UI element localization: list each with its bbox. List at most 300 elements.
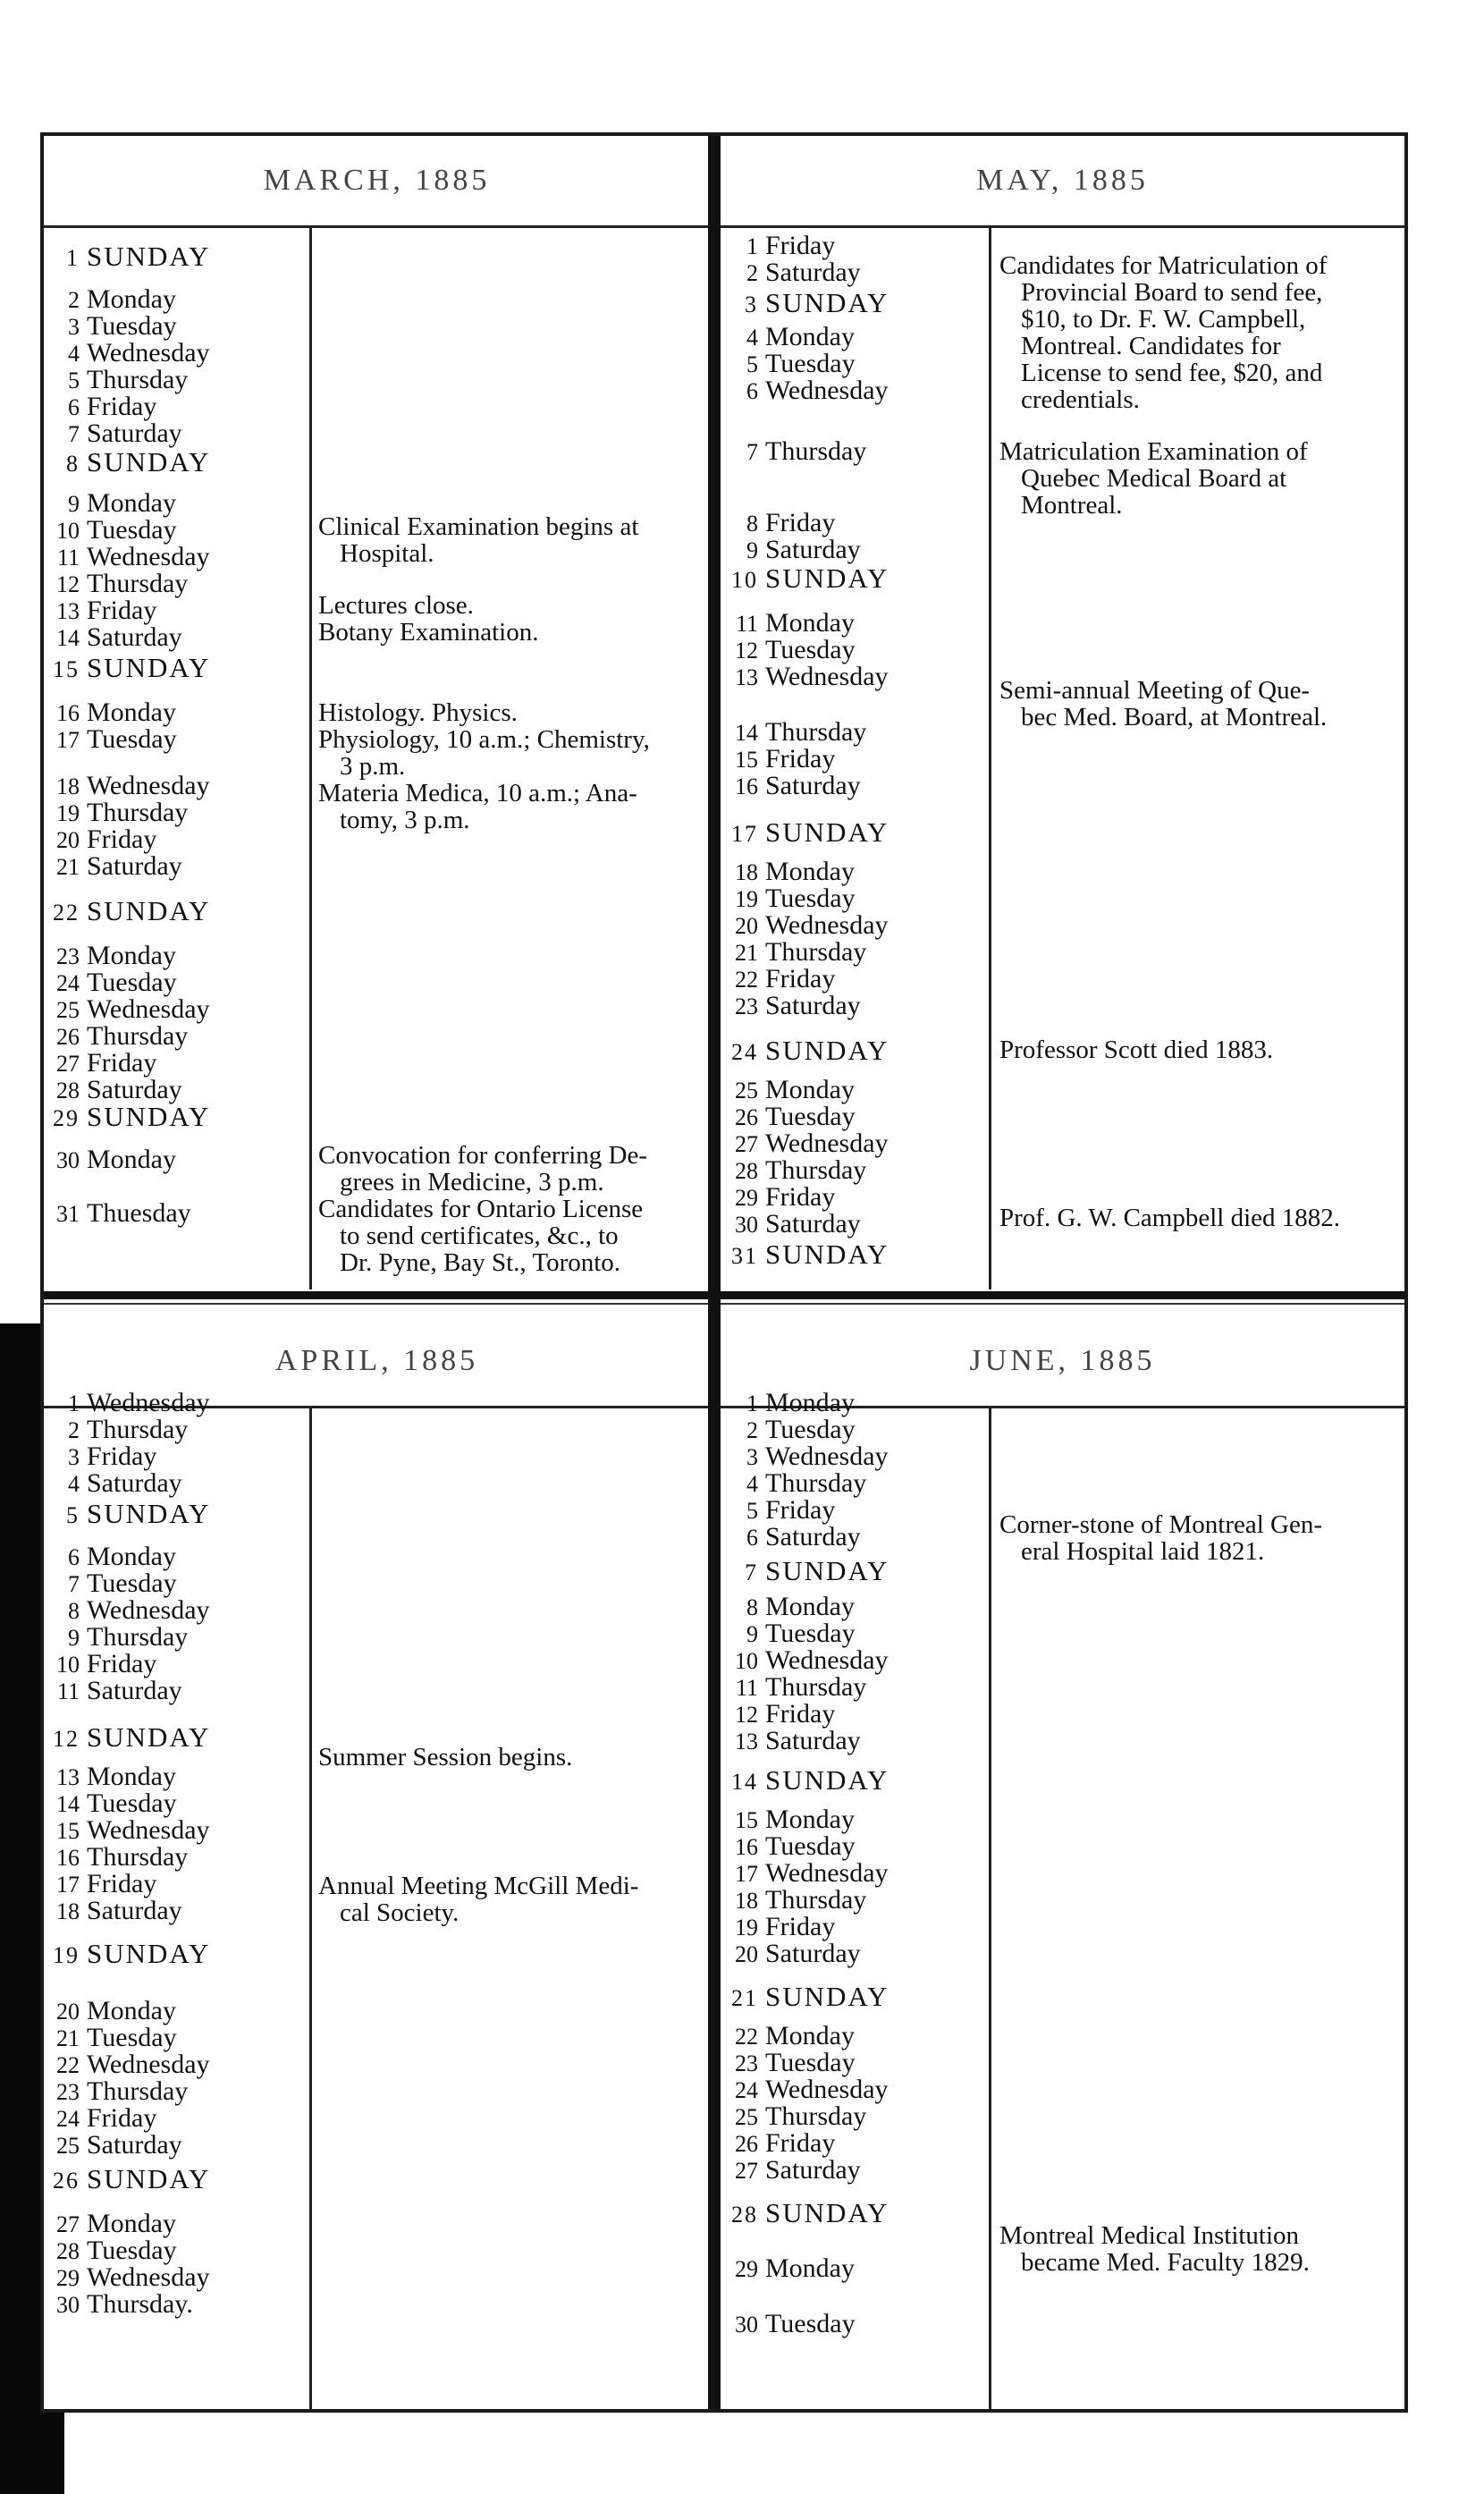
weekday-name: Tuesday <box>87 968 177 997</box>
sunday-row <box>53 652 211 683</box>
weekday-name: Saturday <box>765 771 861 800</box>
weekday-name: SUNDAY <box>765 1555 890 1586</box>
weekday-name: SUNDAY <box>765 562 890 594</box>
day-row <box>53 853 182 881</box>
weekday-name: Monday <box>765 857 855 886</box>
day-row <box>53 1416 188 1444</box>
day-row <box>731 2130 835 2158</box>
day-row <box>53 490 176 518</box>
day-number: 23 <box>735 2050 758 2076</box>
day-number: 29 <box>56 2265 80 2291</box>
day-number: 23 <box>56 2079 80 2105</box>
day-number: 21 <box>735 940 758 966</box>
day-number: 10 <box>731 567 758 593</box>
weekday-name: SUNDAY <box>765 1239 890 1270</box>
weekday-name: Monday <box>765 2253 855 2283</box>
weekday-name: Tuesday <box>87 2023 177 2052</box>
sunday-row <box>53 1940 210 1969</box>
day-number: 7 <box>746 439 758 465</box>
day-row <box>53 826 156 854</box>
weekday-name: Monday <box>765 1805 855 1834</box>
day-number: 10 <box>56 518 80 544</box>
day-number: 2 <box>746 260 758 286</box>
day-row <box>731 259 861 287</box>
day-row <box>731 2157 861 2185</box>
day-number: 30 <box>735 1212 758 1238</box>
day-row <box>731 232 835 260</box>
day-number: 17 <box>735 1861 758 1887</box>
weekday-name: Wednesday <box>765 910 889 940</box>
day-number: 21 <box>56 2025 80 2051</box>
weekday-name: Wednesday <box>765 376 889 405</box>
event-entry: Prof. G. W. Campbell died 1882. <box>999 1204 1341 1232</box>
weekday-name: SUNDAY <box>765 816 890 848</box>
column-rule <box>989 225 991 1289</box>
day-row <box>731 1860 889 1888</box>
day-row <box>53 544 210 571</box>
day-row <box>53 2211 176 2238</box>
weekday-name: SUNDAY <box>87 1938 211 1969</box>
day-number: 24 <box>56 2106 80 2132</box>
day-number: 18 <box>735 1888 758 1914</box>
column-rule <box>989 1406 991 2409</box>
day-row <box>731 1443 889 1471</box>
day-row <box>731 377 889 405</box>
day-row <box>731 2076 889 2104</box>
sunday-row <box>53 446 211 478</box>
day-number: 3 <box>68 314 80 340</box>
weekday-name: Thursday <box>87 1622 189 1652</box>
day-number: 25 <box>735 2104 758 2130</box>
day-number: 4 <box>746 325 758 351</box>
day-number: 26 <box>735 1104 758 1130</box>
day-number: 3 <box>68 1444 80 1470</box>
day-row <box>53 1871 156 1898</box>
day-number: 16 <box>56 1845 80 1871</box>
day-row <box>731 912 889 940</box>
weekday-name: Monday <box>765 1592 855 1621</box>
weekday-name: Tuesday <box>765 1831 856 1861</box>
day-row <box>53 2051 210 2079</box>
weekday-name: Saturday <box>765 535 861 564</box>
day-row <box>53 2132 182 2160</box>
day-row <box>731 1184 835 1212</box>
day-row <box>53 1790 177 1818</box>
event-entry: Montreal Medical Institution became Med. Faculty 1829. <box>999 2221 1310 2277</box>
day-row <box>53 943 176 970</box>
sunday-row <box>53 2163 211 2194</box>
day-row <box>731 1157 866 1185</box>
horizontal-rule-thin <box>44 1303 1404 1305</box>
sunday-row <box>731 287 890 318</box>
day-number: 13 <box>735 664 758 690</box>
weekday-name: Friday <box>87 596 157 625</box>
weekday-name: Tuesday <box>87 311 177 341</box>
day-row <box>53 1050 156 1078</box>
weekday-name: Wednesday <box>87 1595 210 1625</box>
day-number: 2 <box>68 1417 80 1443</box>
weekday-name: Saturday <box>765 991 861 1020</box>
day-number: 17 <box>731 821 758 847</box>
weekday-name: Friday <box>765 1912 836 1941</box>
day-number: 15 <box>56 1818 80 1844</box>
day-number: 4 <box>68 341 80 367</box>
day-row <box>731 1524 861 1551</box>
weekday-name: Monday <box>765 1075 855 1104</box>
sunday-row <box>53 1721 211 1753</box>
day-row <box>53 1023 188 1051</box>
day-row <box>53 1597 210 1625</box>
weekday-name: Friday <box>87 1649 157 1678</box>
event-entry: Corner-stone of Montreal Gen- eral Hospital laid 1821. <box>999 1510 1322 1566</box>
day-number: 6 <box>68 394 80 420</box>
day-number: 26 <box>735 2131 758 2157</box>
day-number: 5 <box>746 351 758 377</box>
day-number: 27 <box>56 1051 80 1077</box>
day-number: 8 <box>66 451 80 477</box>
weekday-name: Saturday <box>765 1522 861 1551</box>
weekday-name: Tuesday <box>87 1788 177 1818</box>
day-row <box>731 993 861 1020</box>
day-number: 2 <box>746 1417 758 1443</box>
weekday-name: Wednesday <box>765 2075 889 2104</box>
day-row <box>53 1678 182 1705</box>
weekday-name: Monday <box>87 941 176 970</box>
day-row <box>731 438 866 466</box>
day-number: 12 <box>56 571 80 597</box>
sunday-row <box>731 1983 889 2012</box>
day-number: 19 <box>735 886 758 912</box>
day-number: 22 <box>735 2024 758 2050</box>
day-row <box>731 1620 856 1648</box>
day-number: 28 <box>56 1078 80 1103</box>
weekday-name: SUNDAY <box>765 1035 890 1066</box>
day-number: 8 <box>68 1598 80 1624</box>
weekday-name: Monday <box>87 1996 176 2025</box>
weekday-name: Saturday <box>87 1676 182 1705</box>
day-row <box>731 885 856 913</box>
day-number: 1 <box>746 233 758 259</box>
weekday-name: Wednesday <box>765 1129 889 1158</box>
weekday-name: Thursday <box>765 1885 867 1915</box>
day-row <box>53 2291 193 2319</box>
weekday-name: Monday <box>87 1542 176 1571</box>
day-number: 19 <box>56 800 80 826</box>
day-row <box>731 1497 835 1525</box>
day-row <box>731 510 835 537</box>
day-row <box>731 939 866 967</box>
day-number: 11 <box>56 545 80 571</box>
day-row <box>731 1077 855 1104</box>
day-number: 8 <box>746 1594 758 1620</box>
weekday-name: Monday <box>765 2021 855 2050</box>
sunday-row <box>731 816 890 848</box>
day-row <box>731 1940 861 1968</box>
weekday-name: SUNDAY <box>765 1764 890 1796</box>
day-number: 25 <box>56 997 80 1023</box>
day-row <box>731 2311 856 2338</box>
sunday-row <box>53 895 211 926</box>
event-entry: Annual Meeting McGill Medi- cal Society. <box>318 1872 639 1927</box>
weekday-name: Monday <box>765 322 855 351</box>
weekday-name: Thursday <box>765 1672 867 1702</box>
day-number: 15 <box>53 656 80 682</box>
day-number: 15 <box>735 1807 758 1833</box>
weekday-name: Friday <box>765 744 836 774</box>
day-number: 5 <box>68 368 80 393</box>
march-title: MARCH, 1885 <box>44 136 710 228</box>
weekday-name: Thursday <box>87 365 189 394</box>
weekday-name: Thursday <box>87 2076 189 2106</box>
weekday-name: Saturday <box>87 418 182 448</box>
weekday-name: SUNDAY <box>87 446 211 478</box>
day-row <box>53 2078 188 2106</box>
weekday-name: SUNDAY <box>87 652 211 683</box>
day-number: 30 <box>56 1147 80 1173</box>
weekday-name: Wednesday <box>87 338 210 368</box>
day-row <box>53 1817 210 1845</box>
day-row <box>53 340 210 368</box>
weekday-name: Tuesday <box>765 1102 856 1131</box>
day-number: 20 <box>56 827 80 853</box>
day-number: 31 <box>731 1243 758 1269</box>
day-number: 13 <box>56 598 80 624</box>
day-number: 29 <box>735 1185 758 1211</box>
day-number: 19 <box>735 1915 758 1940</box>
day-number: 11 <box>735 1675 758 1701</box>
day-number: 18 <box>56 774 80 799</box>
day-number: 13 <box>56 1764 80 1790</box>
vertical-rule <box>708 136 721 2409</box>
weekday-name: Thursday <box>765 436 867 466</box>
day-number: 9 <box>746 1621 758 1647</box>
day-row <box>53 1200 191 1228</box>
day-number: 9 <box>746 537 758 563</box>
sunday-row <box>731 562 890 594</box>
day-number: 17 <box>56 727 80 753</box>
weekday-name: Tuesday <box>765 2048 856 2077</box>
day-row <box>731 1211 861 1239</box>
day-row <box>53 699 176 727</box>
weekday-name: Monday <box>87 2209 176 2238</box>
weekday-name: Monday <box>765 1388 855 1417</box>
day-row <box>53 1443 156 1471</box>
day-row <box>53 420 182 448</box>
day-row <box>731 2255 855 2283</box>
day-row <box>53 2237 177 2265</box>
day-number: 23 <box>735 993 758 1019</box>
weekday-name: Monday <box>87 1145 176 1174</box>
april-panel <box>44 1316 710 2409</box>
day-row <box>53 1624 188 1652</box>
day-row <box>731 1416 856 1444</box>
day-number: 8 <box>746 511 758 537</box>
day-number: 18 <box>735 859 758 885</box>
sunday-row <box>53 243 210 272</box>
day-number: 14 <box>731 1769 758 1795</box>
day-row <box>731 664 889 691</box>
weekday-name: Thursday <box>87 1415 189 1444</box>
weekday-name: Friday <box>87 1441 157 1471</box>
event-entry: Materia Medica, 10 a.m.; Ana- tomy, 3 p.m. <box>318 779 637 834</box>
weekday-name: Wednesday <box>87 1815 210 1845</box>
day-number: 4 <box>746 1471 758 1497</box>
day-number: 23 <box>56 943 80 969</box>
day-row <box>731 351 856 378</box>
weekday-name: Friday <box>765 1182 836 1212</box>
sunday-row <box>731 2197 890 2228</box>
weekday-name: Wednesday <box>87 771 210 800</box>
day-number: 20 <box>735 1941 758 1967</box>
day-number: 1 <box>746 1391 758 1416</box>
weekday-name: Tuesday <box>87 515 177 545</box>
weekday-name: Friday <box>87 1869 157 1898</box>
event-entry: Candidates for Matriculation of Provincial Board to send fee, $10, to Dr. F. W. Campbell, Montreal. Candidates for License to send fee, $20, and credentials. <box>999 251 1328 414</box>
weekday-name: Friday <box>87 2103 157 2133</box>
day-number: 19 <box>53 1942 80 1968</box>
weekday-name: Friday <box>765 231 836 260</box>
weekday-name: Tuesday <box>87 724 177 754</box>
day-row <box>53 2264 210 2292</box>
event-entry: Professor Scott died 1883. <box>999 1036 1274 1064</box>
day-number: 29 <box>53 1105 80 1131</box>
weekday-name: Thursday <box>765 1155 867 1185</box>
weekday-name: Friday <box>765 2128 836 2158</box>
day-row <box>53 597 156 625</box>
day-number: 14 <box>56 625 80 651</box>
sunday-row <box>53 1103 210 1132</box>
day-row <box>731 1833 856 1861</box>
day-row <box>731 1647 889 1675</box>
weekday-name: Monday <box>87 697 176 727</box>
day-row <box>53 1146 176 1174</box>
weekday-name: Saturday <box>87 851 182 881</box>
weekday-name: SUNDAY <box>765 1981 890 2012</box>
day-number: 24 <box>735 2077 758 2103</box>
day-number: 18 <box>56 1898 80 1924</box>
day-number: 12 <box>735 1702 758 1728</box>
weekday-name: Tuesday <box>765 1415 856 1444</box>
weekday-name: Wednesday <box>765 1441 889 1471</box>
day-row <box>731 1806 855 1834</box>
march-panel <box>44 136 710 1289</box>
day-row <box>731 1914 835 1941</box>
day-row <box>731 966 835 993</box>
day-row <box>731 746 835 774</box>
day-row <box>53 1844 188 1872</box>
day-row <box>731 1674 866 1702</box>
day-number: 31 <box>56 1201 80 1227</box>
day-number: 4 <box>68 1471 80 1497</box>
day-number: 28 <box>731 2202 758 2228</box>
day-number: 22 <box>735 967 758 993</box>
day-row <box>731 2023 855 2050</box>
day-row <box>53 1651 156 1678</box>
event-entry: Physiology, 10 a.m.; Chemistry, 3 p.m. <box>318 725 650 781</box>
weekday-name: Thursday <box>765 1468 867 1498</box>
day-row <box>53 313 177 341</box>
weekday-name: SUNDAY <box>87 1101 211 1132</box>
day-number: 22 <box>56 2052 80 2078</box>
day-number: 20 <box>735 913 758 939</box>
may-title: MAY, 1885 <box>721 136 1404 228</box>
day-number: 28 <box>735 1158 758 1184</box>
day-row <box>53 367 188 394</box>
day-row <box>53 799 188 827</box>
day-number: 7 <box>68 1571 80 1597</box>
day-row <box>731 1103 856 1131</box>
weekday-name: Tuesday <box>765 883 856 913</box>
weekday-name: Wednesday <box>87 1388 210 1417</box>
day-row <box>53 1570 177 1598</box>
day-row <box>731 324 855 351</box>
weekday-name: Monday <box>87 488 176 518</box>
day-number: 26 <box>53 2168 80 2194</box>
day-number: 25 <box>56 2133 80 2159</box>
day-number: 11 <box>56 1678 80 1704</box>
weekday-name: Friday <box>87 1048 157 1078</box>
column-rule <box>309 225 312 1289</box>
day-row <box>53 393 156 421</box>
weekday-name: Tuesday <box>87 1568 177 1598</box>
day-row <box>53 624 182 652</box>
event-entry: Botany Examination. <box>318 618 539 647</box>
column-rule <box>309 1406 312 2409</box>
day-row <box>731 2103 866 2131</box>
day-row <box>731 1390 855 1417</box>
day-row <box>53 1543 176 1571</box>
day-row <box>53 1470 182 1498</box>
day-number: 3 <box>745 292 758 317</box>
weekday-name: Saturday <box>87 1075 182 1104</box>
weekday-name: Friday <box>765 508 836 537</box>
day-number: 7 <box>68 421 80 447</box>
weekday-name: Friday <box>765 964 836 993</box>
weekday-name: Wednesday <box>765 1645 889 1675</box>
weekday-name: Saturday <box>765 1726 861 1755</box>
day-number: 5 <box>746 1498 758 1524</box>
weekday-name: Friday <box>765 1495 836 1525</box>
event-entry: Semi-annual Meeting of Que- bec Med. Board, at Montreal. <box>999 676 1328 731</box>
day-row <box>53 286 176 314</box>
day-number: 17 <box>56 1872 80 1898</box>
weekday-name: Monday <box>87 284 176 314</box>
weekday-name: Thursday <box>87 1021 189 1051</box>
weekday-name: SUNDAY <box>87 1721 211 1753</box>
day-number: 1 <box>68 1391 80 1416</box>
weekday-name: Wednesday <box>765 1858 889 1888</box>
weekday-name: Thursday <box>765 2101 867 2131</box>
day-number: 16 <box>735 774 758 799</box>
day-number: 30 <box>735 2312 758 2338</box>
weekday-name: Friday <box>765 1699 836 1729</box>
day-row <box>731 2050 856 2077</box>
calendar-frame <box>40 132 1408 2413</box>
day-number: 13 <box>735 1729 758 1754</box>
weekday-name: Monday <box>87 1762 176 1791</box>
day-row <box>731 1130 889 1158</box>
weekday-name: Saturday <box>765 258 861 287</box>
weekday-name: Thursday <box>765 717 867 747</box>
may-panel <box>721 136 1404 1289</box>
weekday-name: SUNDAY <box>87 1498 211 1529</box>
day-number: 27 <box>56 2211 80 2237</box>
day-number: 11 <box>735 611 758 637</box>
weekday-name: Wednesday <box>87 994 210 1024</box>
sunday-row <box>53 1498 211 1529</box>
day-row <box>731 637 856 664</box>
event-entry: Candidates for Ontario License to send certificates, &c., to Dr. Pyne, Bay St., Toronto. <box>318 1195 644 1277</box>
